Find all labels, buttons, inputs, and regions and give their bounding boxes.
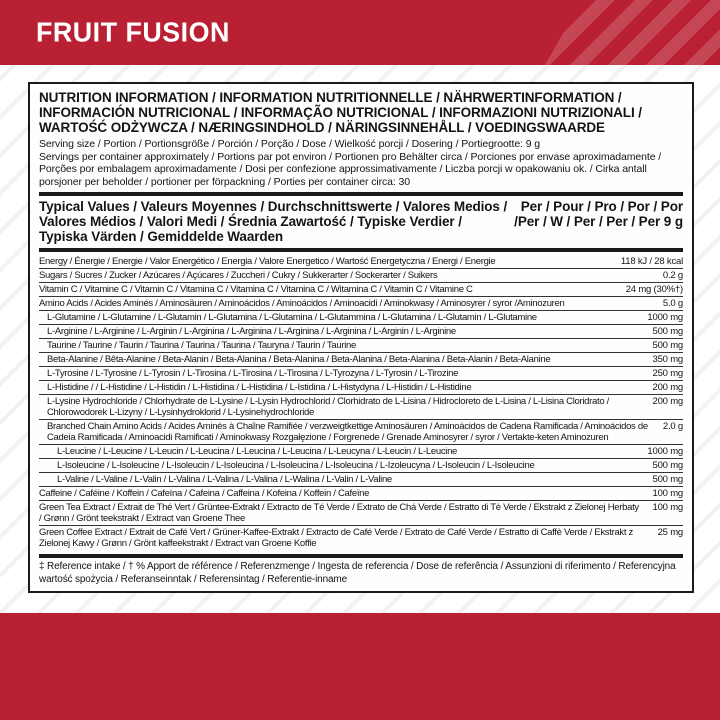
table-row — [39, 311, 683, 325]
thick-divider — [39, 192, 683, 196]
row-value: 1000 mg — [647, 446, 683, 457]
row-label: Beta-Alanine / Bêta-Alanine / Beta-Alanin / Beta-Alanina / Beta-Alanina / Beta-Alanina / Beta-Alanina / Beta-Alanin / Beta-Alanine — [47, 354, 551, 365]
brand-footer-band — [0, 613, 720, 720]
table-row — [39, 381, 683, 395]
typical-values-header: Typical Values / Valeurs Moyennes / Durchschnittswerte / Valores Medios / Valores Médios / Valori Medi / Średnia Zawartość / Typiske Verdier / Typiska Värden / Gemiddelde Waarden — [39, 199, 508, 244]
row-label: L-Valine / L-Valine / L-Valin / L-Valina / L-Valina / L-Valina / L-Walina / L-Valin / L-Valine — [57, 474, 392, 485]
thick-divider — [39, 554, 683, 558]
row-value: 500 mg — [652, 474, 683, 485]
row-value: 200 mg — [652, 382, 683, 393]
table-row — [39, 501, 683, 526]
table-row — [39, 420, 683, 445]
row-value: 200 mg — [652, 396, 683, 407]
table-row — [39, 526, 683, 550]
row-value: 350 mg — [652, 354, 683, 365]
table-row — [39, 255, 683, 269]
row-label: L-Tyrosine / L-Tyrosine / L-Tyrosin / L-Tirosina / L-Tirosina / L-Tirosina / L-Tyrozyna / L-Tyrosin / L-Tirozine — [47, 368, 459, 379]
serving-size-text: Serving size / Portion / Portionsgröße / Porción / Porção / Dose / Wielkość porcji / Dosering / Portiegrootte: 9 g — [39, 138, 540, 150]
row-value: 250 mg — [652, 368, 683, 379]
row-label: Amino Acids / Acides Aminés / Aminosäuren / Aminoácidos / Aminoácidos / Aminoacidi / Aminokwasy / Aminosyrer / syror /Aminozuren — [39, 298, 565, 309]
row-value: 1000 mg — [647, 312, 683, 323]
row-label: Caffeine / Caféine / Koffein / Cafeína / Cafeina / Caffeina / Kofeina / Koffein / Cafeïne — [39, 488, 370, 499]
product-title: FRUIT FUSION — [36, 15, 230, 47]
table-row — [39, 395, 683, 420]
panel-title: NUTRITION INFORMATION / INFORMATION NUTRITIONNELLE / NÄHRWERTINFORMATION / INFORMACIÓN NUTRICIONAL / INFORMAÇÃO NUTRICIONAL / INFORMAZIONI NUTRIZIONALI / WARTOŚĆ ODŻYWCZA / NÆRINGSINDHOLD / NÄRINGSINNEHÅLL / VOEDINGSWAARDE — [39, 90, 642, 135]
row-value: 500 mg — [652, 460, 683, 471]
row-value: 118 kJ / 28 kcal — [620, 256, 683, 267]
row-label: Green Tea Extract / Extrait de Thé Vert / Grüntee-Extrakt / Extracto de Té Verde / Extrato de Chá Verde / Estratto di Tè Verde / Ekstrakt z Zielonej Herbaty / Grønn / Grönt teekstrakt / Extract van Groene Thee — [39, 502, 639, 524]
row-label: L-Histidine / / L-Histidine / L-Histidin / L-Histidina / L-Histidina / L-Istidina / L-Histydyna / L-Histidin / L-Histidine — [47, 382, 472, 393]
row-label: L-Arginine / L-Arginine / L-Arginin / L-Arginina / L-Arginina / L-Arginina / L-Arginina / L-Arginin / L-Arginine — [47, 326, 456, 337]
table-row — [39, 325, 683, 339]
per-serving-header: Per / Pour / Pro / Por / Por /Per / W / Per / Per / Per 9 g — [514, 199, 683, 229]
brand-banner — [0, 0, 720, 65]
servings-per-container-text: Servings per container approximately / Portions par pot environ / Portionen pro Behälter circa / Porciones por envase aproximadamente / Porções por embalagem aproximadamente / Dosi per confezione approssimativamente / Liczba porcji w opakowaniu ok. / Cirka antall porsjoner per beholder / portioner per förpackning / Porties per container circa: 30 — [39, 150, 662, 188]
row-label: Taurine / Taurine / Taurin / Taurina / Taurina / Taurina / Tauryna / Taurin / Taurine — [47, 340, 356, 351]
row-label: L-Lysine Hydrochloride / Chlorhydrate de L-Lysine / L-Lysin Hydrochlorid / Clorhidrato de L-Lisina / Hidrocloreto de L-Lisina / L-Lisina Cloridrato / Chlorowodorek L-Lizyny / L-Lysinhydroklorid / L-Lysinehydrochloride — [47, 396, 610, 418]
row-label: L-Leucine / L-Leucine / L-Leucin / L-Leucina / L-Leucina / L-Leucina / L-Leucyna / L-Leucin / L-Leucine — [57, 446, 458, 457]
row-label: Branched Chain Amino Acids / Acides Aminés à Chaîne Ramifiée / verzweigtkettige Aminosäuren / Aminoácidos de Cadena Ramificada / Aminoácidos de Cadeia Ramificada / Aminoacidi Ramificati / Aminokwasy Rozgałęzione / Forgrenede / Grenade Aminosyrer / syror / Vertakte-keten Aminozuren — [47, 421, 648, 443]
table-header — [39, 199, 683, 244]
thick-divider — [39, 248, 683, 252]
row-label: Energy / Énergie / Energie / Valor Energético / Energia / Valore Energetico / Wartość Energetyczna / Energi / Energie — [39, 256, 496, 267]
table-row — [39, 353, 683, 367]
table-row — [39, 487, 683, 501]
row-label: Vitamin C / Vitamine C / Vitamin C / Vitamina C / Vitamina C / Vitamina C / Witamina C / Vitamin C / Vitamine C — [39, 284, 473, 295]
nutrition-table — [39, 255, 683, 550]
row-label: Green Coffee Extract / Extrait de Café Vert / Grüner-Kaffee-Extrakt / Extracto de Café Verde / Extrato de Café Verde / Estratto di Caffè Verde / Ekstrakt z Zielonej Kawy / Grønn / Grönt kaffeekstrakt / Extract van Groene Koffie — [39, 527, 634, 549]
row-value: 100 mg — [652, 488, 683, 499]
table-row — [39, 339, 683, 353]
table-row — [39, 269, 683, 283]
row-label: L-Isoleucine / L-Isoleucine / L-Isoleucin / L-Isoleucina / L-Isoleucina / L-Isoleucina / L-Izoleucyna / L-Isoleucin / L-Isoleucine — [57, 460, 535, 471]
table-row — [39, 367, 683, 381]
row-value: 5.0 g — [662, 298, 683, 309]
row-value: 100 mg — [652, 502, 683, 513]
row-value: 500 mg — [652, 326, 683, 337]
row-value: 500 mg — [652, 340, 683, 351]
row-value: 25 mg — [657, 527, 683, 538]
table-row — [39, 297, 683, 311]
nutrition-panel — [28, 82, 694, 593]
table-row — [39, 473, 683, 487]
row-value: 2.0 g — [662, 421, 683, 432]
row-value: 24 mg (30%†) — [625, 284, 683, 295]
row-label: Sugars / Sucres / Zucker / Azúcares / Açúcares / Zuccheri / Cukry / Sukkerarter / Sockerarter / Suikers — [39, 270, 438, 281]
table-row — [39, 283, 683, 297]
reference-intake-footnote: ‡ Reference intake / † % Apport de référence / Referenzmenge / Ingesta de referencia / Dose de referência / Assunzioni di riferimento / Referencyjna wartość spożycia / Referanseinntak / Referensintag / Referentie-inname — [39, 561, 676, 585]
diagonal-stripes-decoration — [520, 0, 720, 65]
row-label: L-Glutamine / L-Glutamine / L-Glutamin / L-Glutamina / L-Glutamina / L-Glutammina / L-Glutamina / L-Glutamin / L-Glutamine — [47, 312, 537, 323]
row-value: 0.2 g — [662, 270, 683, 281]
table-row — [39, 459, 683, 473]
table-row — [39, 445, 683, 459]
